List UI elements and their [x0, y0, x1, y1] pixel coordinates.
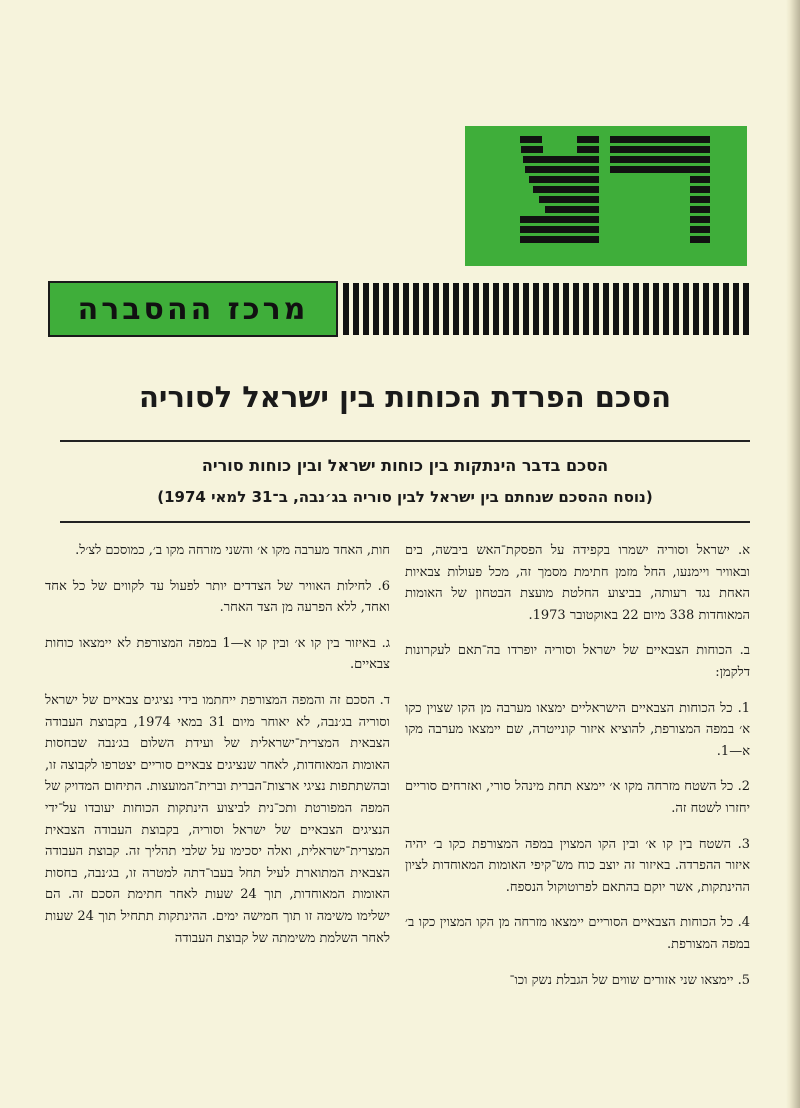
paragraph: ב. הכוחות הצבאיים של ישראל וסוריה יופרדו בה־תאם לעקרונות דלקמן:: [405, 643, 750, 680]
paragraph: ג. באיזור בין קו א׳ ובין קו א—1 במפה המצורפת לא יימצאו כוחות צבאיים.: [45, 635, 390, 673]
divider: [60, 521, 750, 523]
logo: [465, 126, 747, 266]
divider: [60, 440, 750, 442]
paragraph: ד. הסכם זה והמפה המצורפת ייחתמו בידי נציגים צבאיים של ישראל וסוריה בג׳נבה, לא יאוחר מיום 31 במאי 1974, בקבוצת העבודה הצבאית המצרית־ישראלית של ועידת השלום בג׳נבה שבחסות האומות המאוחדות, לאחר שנציגים צבאיים סוריים יצטרפו לקבוצה זו, ובהשתתפות נציגי ארצות־הברית וברית־המועצות. התיחום המדויק של המפה המפורטת ותכ־נית לביצוע הינתקות הכוחות יעובדו על־ידי הנציגים הצבאיים של ישראל וסוריה, בקבוצת העבודה הצבאית המצרית־ישראלית, ואלה יסכימו על שלבי תהליך זה. קבוצת העבודה הצבאית המתוארת לעיל תחל בעבו־דתה למטרה זו, בג׳נבה, בחסות האומות המאוחדות, תוך 24 שעות לאחר חתימת הסכם זה. הם ישלימו משימה זו תוך חמישה ימים. ההינתקות תתחיל תוך 24 שעות לאחר השלמת משימתה של קבוצת העבודה: [45, 692, 390, 946]
paragraph: 3. השטח בין קו א׳ ובין הקו המצוין במפה המצורפת כקו ב׳ יהיה איזור ההפרדה. באיזור זה יוצב כוח מש־קיפי האומות המאוחדות לציון ההינתקות, אשר יוקם בהתאם לפרוטוקול הנספח.: [405, 836, 750, 895]
paragraph: 2. כל השטח מזרחה מקו א׳ יימצא תחת מינהל סורי, ואזרחים סוריים יחזרו לשטח זה.: [405, 779, 750, 816]
banner-stripes: [343, 283, 750, 335]
right-column: [405, 540, 750, 1005]
document-subtitle: הסכם בדבר הינתקות בין כוחות ישראל ובין כוחות סוריה: [201, 456, 609, 475]
paragraph: חות, האחד מערבה מקו א׳ והשני מזרחה מקו ב׳, כמוסכם לצ׳ל.: [75, 543, 390, 558]
paragraph: א. ישראל וסוריה ישמרו בקפידה על הפסקת־האש ביבשה, בים ובאוויר ויימנעו, החל מזמן חתימת מסמך זה, מכל פעולות צבאיות האחת נגד רעותה, בביצוע החלטת מועצת הבטחון של האומות המאוחדות 338 מיום 22 באוקטובר 1973.: [405, 543, 750, 623]
document-source-note: (נוסח ההסכם שנחתם בין ישראל לבין סוריה בג׳נבה, ב־31 למאי 1974): [157, 488, 653, 506]
logo-mark-icon: [465, 126, 747, 266]
paragraph: 6. לחילות האוויר של הצדדים יותר לפעול עד לקווים של כל אחד ואחד, ללא הפרעה מן הצד האחר.: [45, 578, 390, 616]
paragraph: 4. כל הכוחות הצבאיים הסוריים יימצאו מזרחה מן הקו המצוין כקו ב׳ במפה המצורפת.: [405, 915, 750, 952]
left-column: [45, 540, 390, 963]
banner: [48, 281, 338, 337]
page-edge: [786, 0, 800, 1108]
banner-text: מרכז ההסברה: [77, 291, 309, 327]
paragraph: 1. כל הכוחות הצבאיים הישראליים ימצאו מערבה מן הקו שצוין כקו א׳ במפה המצורפת, להוציא איזור קונייטרה, שם יימצאו מערבה מקו א—1.: [405, 700, 750, 759]
document-title: הסכם הפרדת הכוחות בין ישראל לסוריה: [139, 380, 671, 414]
paragraph: 5. יימצאו שני אזורים שווים של הגבלת נשק וכו־: [509, 972, 750, 988]
